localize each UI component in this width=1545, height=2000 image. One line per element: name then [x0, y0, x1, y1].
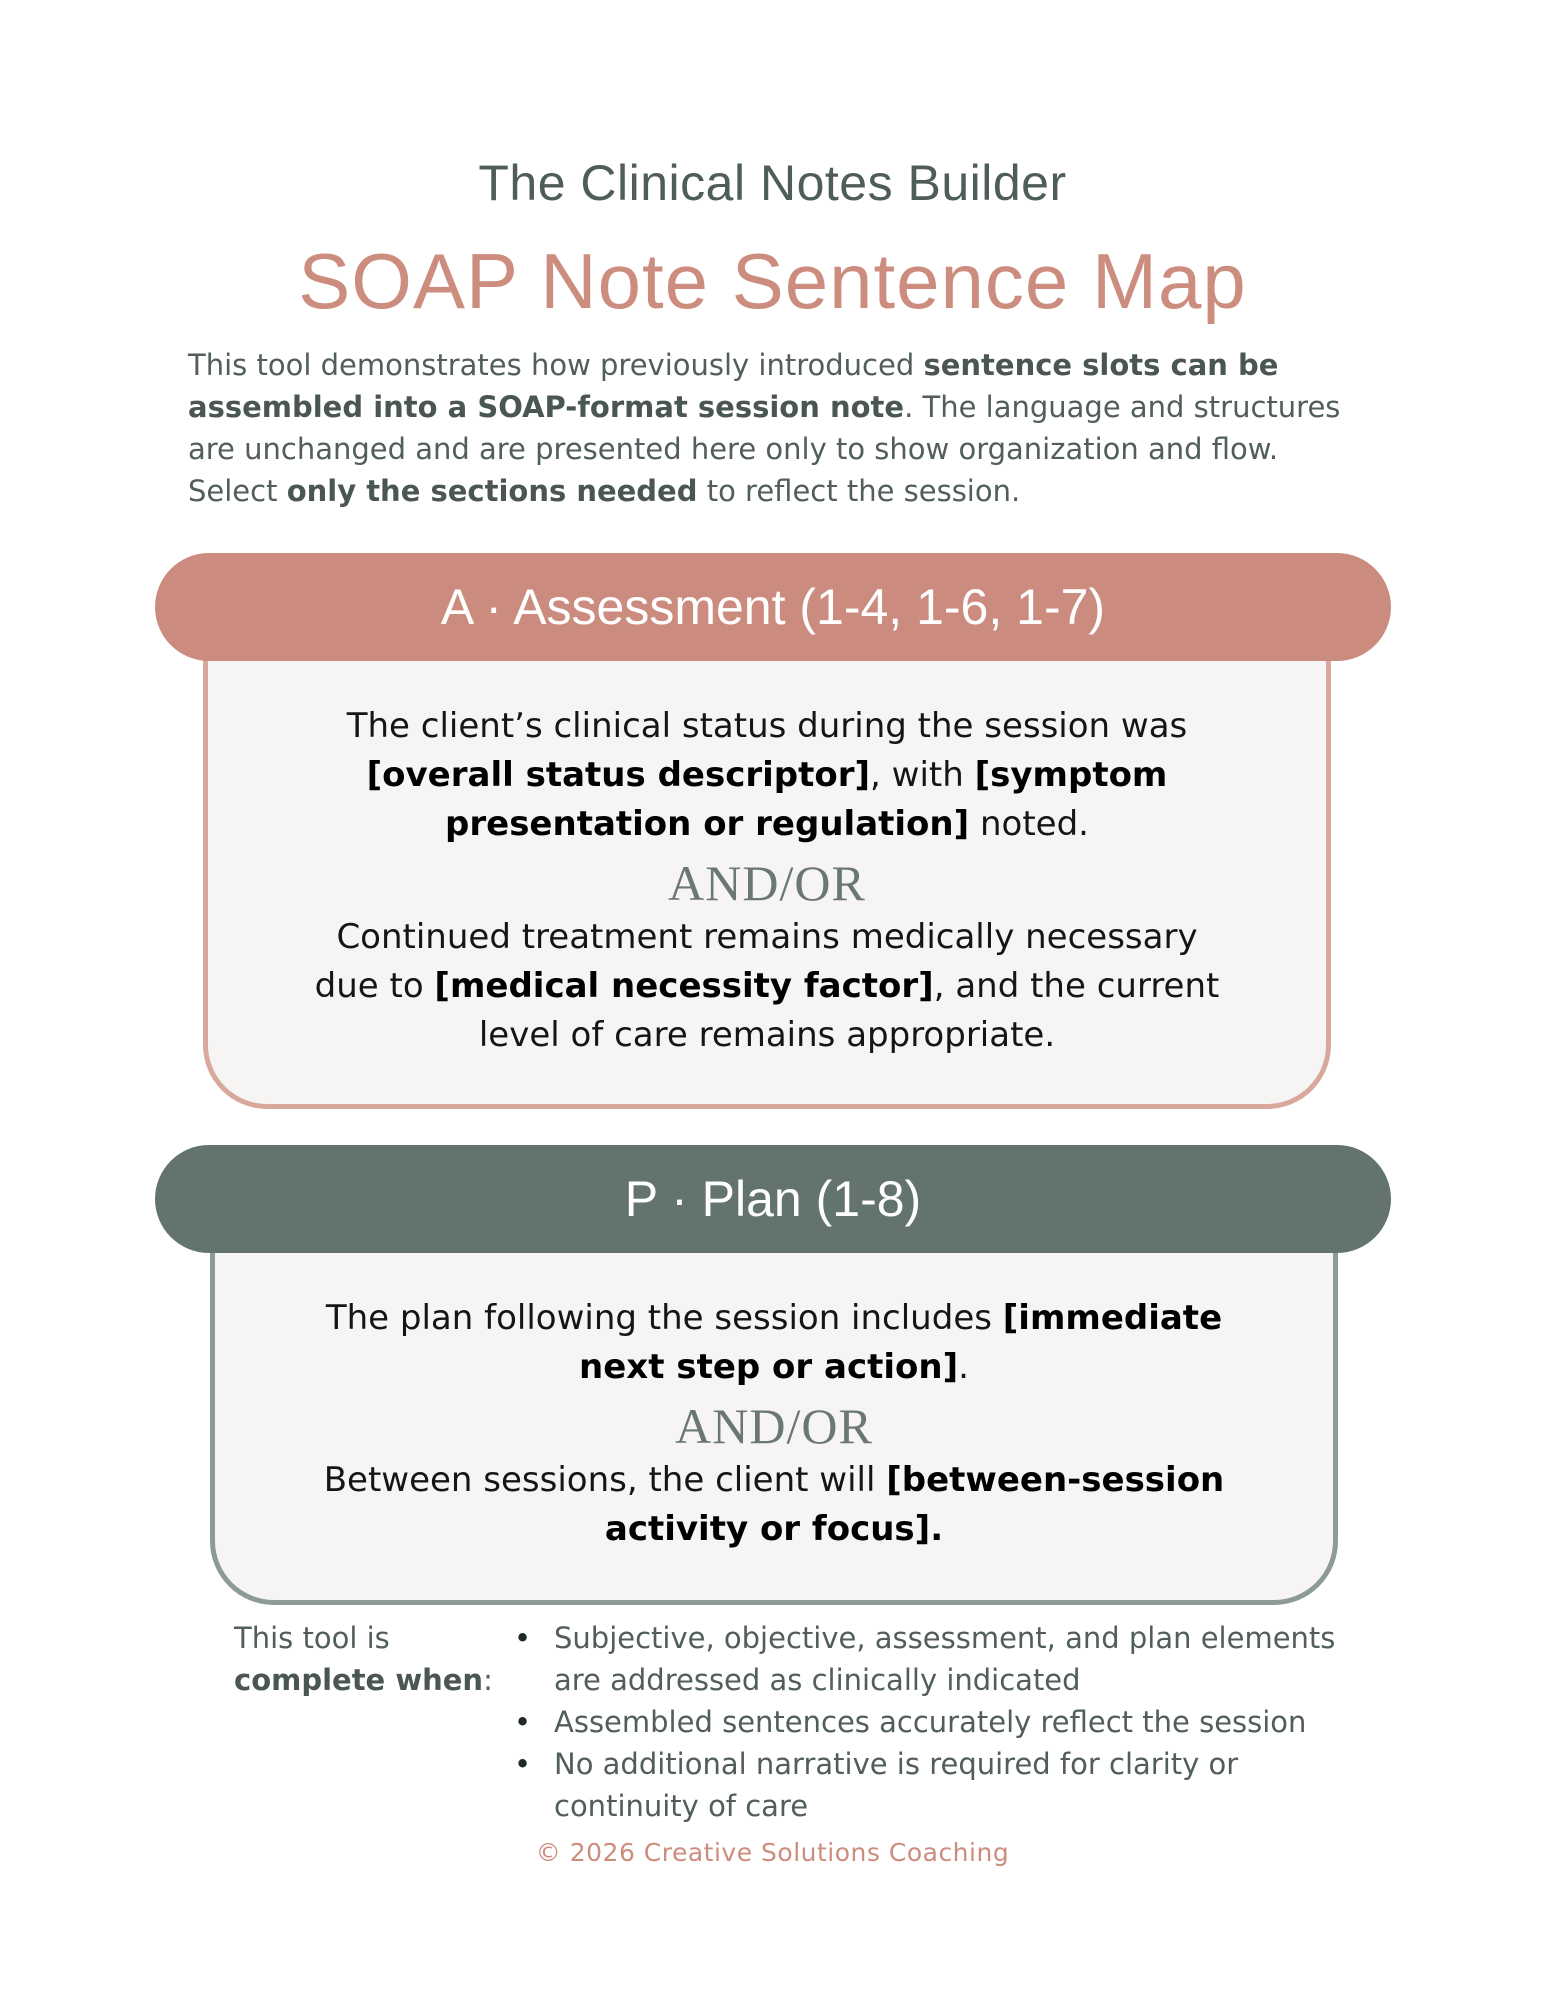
plan-section-card: [210, 1212, 1338, 1605]
bullet-icon: •: [514, 1747, 532, 1781]
sentence-slot: [symptom presentation or regulation]: [445, 755, 1168, 844]
assessment-andor-connector: AND/OR: [668, 855, 866, 911]
bullet-icon: •: [514, 1705, 532, 1739]
intro-paragraph: [188, 344, 1358, 512]
plan-heading: P · Plan (1-8): [624, 1171, 922, 1227]
assessment-section-card: [203, 620, 1331, 1109]
completion-label-emphasis: complete when: [234, 1663, 484, 1697]
list-item-text: Assembled sentences accurately reflect the session: [554, 1705, 1307, 1739]
sentence-text: noted.: [969, 804, 1089, 844]
footer-copyright: © 2026 Creative Solutions Coaching: [535, 1838, 1010, 1867]
assessment-section-header: [155, 553, 1391, 661]
sentence-text: , with: [870, 755, 975, 795]
sentence-text: The plan following the session includes: [325, 1298, 1003, 1338]
completion-label: [234, 1617, 504, 1701]
sentence-text: .: [958, 1347, 969, 1387]
sentence-slot: [between-session activity or focus].: [604, 1460, 1225, 1549]
sentence-text: Continued treatment remains medically necessary due to: [314, 917, 1198, 1006]
completion-label-colon: :: [483, 1663, 493, 1697]
intro-text-2: . The language and structures are unchanged and are presented here only to show organization and flow. Select: [188, 390, 1341, 508]
plan-section-header: [155, 1145, 1391, 1253]
sentence-text: The client’s clinical status during the session was: [346, 706, 1188, 746]
page-title: SOAP Note Sentence Map: [298, 237, 1247, 325]
assessment-sentence-necessity: [307, 913, 1227, 1060]
supertitle: The Clinical Notes Builder: [478, 155, 1067, 211]
intro-emphasis-2: only the sections needed: [286, 474, 698, 508]
plan-sentence-between-session: [304, 1456, 1244, 1554]
completion-criteria-list: [504, 1617, 1364, 1827]
list-item-text: No additional narrative is required for clarity or continuity of care: [554, 1747, 1239, 1823]
list-item-text: Subjective, objective, assessment, and plan elements are addressed as clinically indicated: [554, 1621, 1336, 1697]
list-item: [504, 1701, 1364, 1743]
sentence-text: , and the current level of care remains appropriate.: [478, 966, 1220, 1055]
completion-label-text: This tool is: [234, 1621, 390, 1655]
list-item: [504, 1743, 1364, 1827]
assessment-heading: A · Assessment (1-4, 1-6, 1-7): [440, 579, 1106, 635]
intro-emphasis-1: sentence slots can be assembled into a SOAP-format session note: [188, 348, 1279, 424]
plan-andor-connector: AND/OR: [675, 1398, 873, 1454]
sentence-slot: [medical necessity factor]: [434, 966, 934, 1006]
bullet-icon: •: [514, 1621, 532, 1655]
sentence-slot: [overall status descriptor]: [366, 755, 871, 795]
sentence-text: Between sessions, the client will: [323, 1460, 887, 1500]
sentence-slot: [immediate next step or action]: [579, 1298, 1223, 1387]
intro-text-1: This tool demonstrates how previously introduced: [188, 348, 924, 382]
intro-text-3: to reflect the session.: [697, 474, 1021, 508]
list-item: [504, 1617, 1364, 1701]
